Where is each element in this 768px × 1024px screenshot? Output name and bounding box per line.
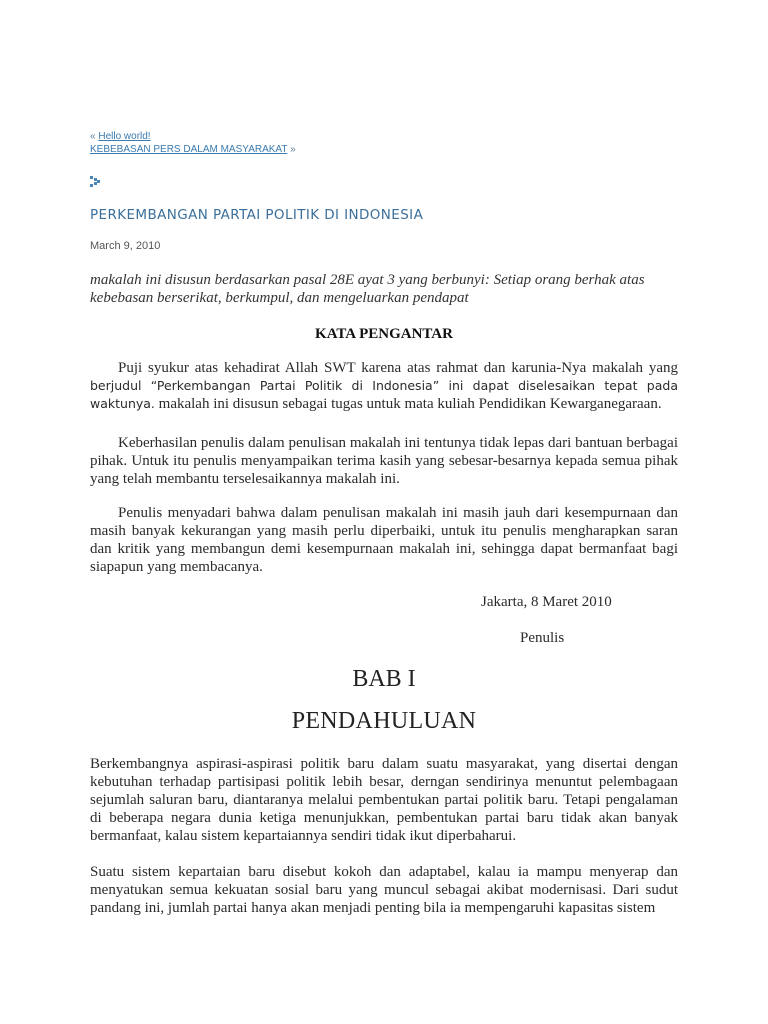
chapter-number: BAB I — [352, 666, 416, 692]
preface-paragraph-2: Keberhasilan penulis dalam penulisan makalah ini tentunya tidak lepas dari bantuan berbagai pihak. Untuk itu penulis menyampaikan terima kasih yang sebesar-besarnya kepada semua pihak yang telah membantu terselesaikannya makalah ini. — [90, 435, 678, 487]
chapter-title: PENDAHULUAN — [291, 708, 477, 734]
chapter-paragraph-1: Berkembangnya aspirasi-aspirasi politik baru dalam suatu masyarakat, yang disertai dengan kebutuhan terhadap partisipasi politik lebih besar, derngan sendirinya menuntut pelembagaan sejumlah saluran baru, diantaranya melalui pembentukan partai politik baru. Tetapi pengalaman di beberapa negara dunia ketiga menunjukkan, pembentukan partai baru tidak akan banyak bermanfaat, kalau sistem kepartaiannya sendiri tidak ikut diperbaharui. — [90, 756, 678, 844]
preface-paragraph-1 — [90, 359, 678, 413]
post-intro: makalah ini disusun berdasarkan pasal 28E ayat 3 yang berbunyi: Setiap orang berhak atas kebebasan berserikat, berkumpul, dan mengeluarkan pendapat — [90, 272, 645, 306]
prev-post-link[interactable]: Hello world! — [98, 131, 151, 142]
document-page — [90, 0, 678, 1024]
preface-p1-start: Puji syukur atas kehadirat Allah SWT karena atas rahmat dan karunia-Nya makalah yang — [118, 360, 678, 376]
chapter-paragraph-2: Suatu sistem kepartaian baru disebut kokoh dan adaptabel, kalau ia mampu menyerap dan menyatukan semua kekuatan sosial baru yang muncul sebagai akibat modernisasi. Dari sudut pandang ini, jumlah partai hanya akan menjadi penting bila ia mempengaruhi kapasitas sistem — [90, 864, 678, 916]
next-arrow: » — [287, 144, 296, 155]
preface-paragraph-3: Penulis menyadari bahwa dalam penulisan makalah ini masih jauh dari kesempurnaan dan masih banyak kekurangan yang masih perlu diperbaiki, untuk itu penulis mengharapkan saran dan kritik yang membangun demi kesempurnaan makalah ini, sehingga dapat bermanfaat bagi siapapun yang membacanya. — [90, 505, 678, 575]
post-title[interactable]: PERKEMBANGAN PARTAI POLITIK DI INDONESIA — [90, 207, 424, 223]
place-date: Jakarta, 8 Maret 2010 — [481, 594, 612, 610]
preface-p1-end: makalah ini disusun sebagai tugas untuk mata kuliah Pendidikan Kewarganegaraan. — [154, 396, 662, 412]
next-post-line — [90, 143, 296, 156]
next-post-link[interactable]: KEBEBASAN PERS DALAM MASYARAKAT — [90, 144, 288, 155]
prev-arrow: « — [90, 131, 99, 142]
post-navigation — [90, 130, 296, 156]
preface-p1-title-sentence: berjudul “Perkembangan Partai Politik di Indonesia” ini dapat diselesaikan tepat pada waktunya. — [90, 378, 678, 411]
prev-post-line — [90, 130, 296, 143]
post-date: March 9, 2010 — [90, 240, 161, 252]
signature: Penulis — [520, 630, 565, 646]
diamond-bullet-icon — [90, 176, 101, 187]
preface-heading: KATA PENGANTAR — [315, 326, 453, 342]
